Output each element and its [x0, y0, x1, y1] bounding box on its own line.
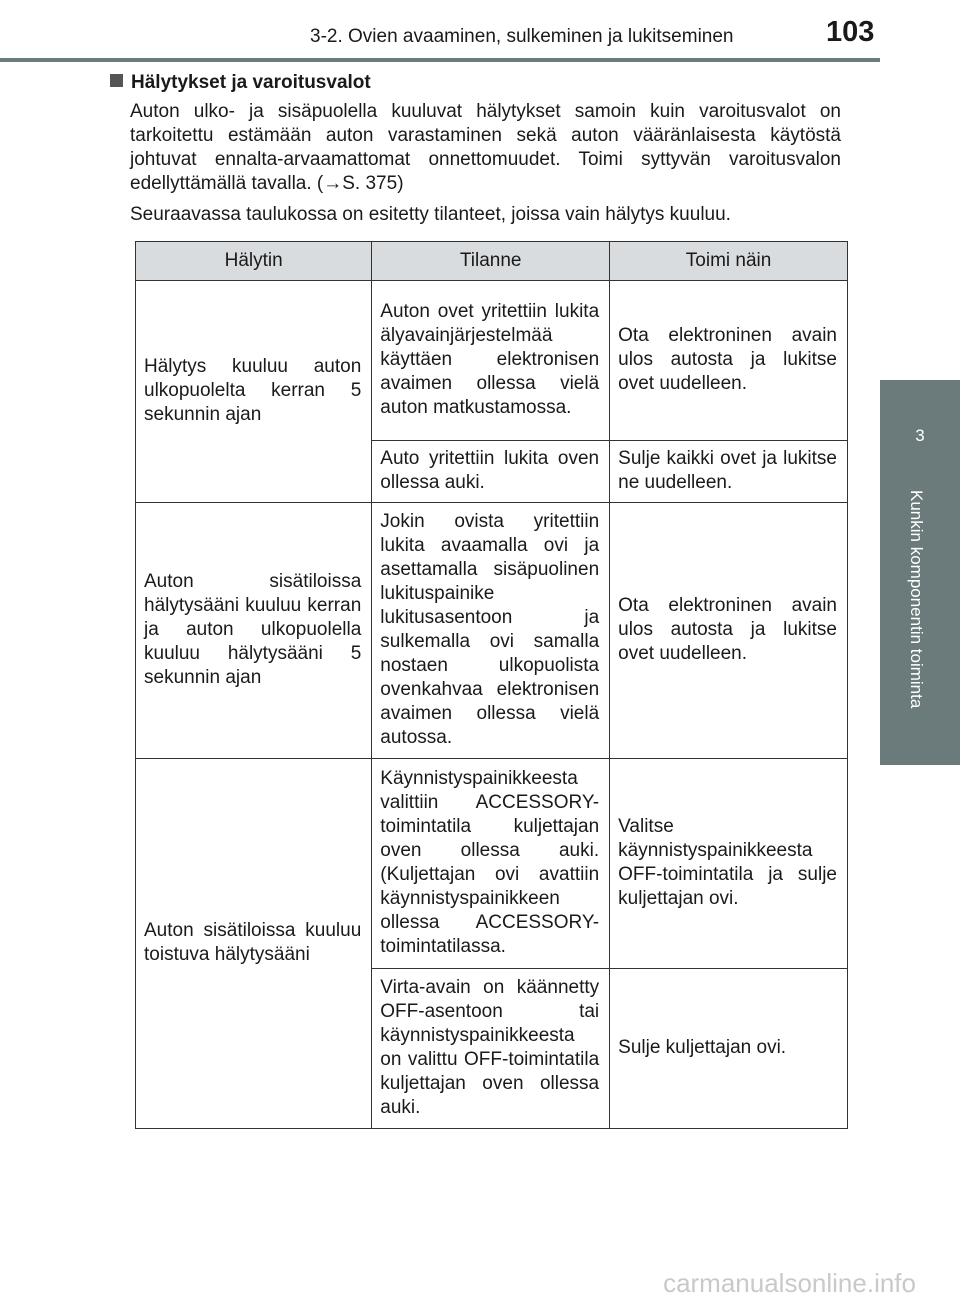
- situation-cell: Auto yritettiin lukita oven ollessa auki.: [372, 441, 610, 503]
- situation-cell: Virta-avain on käännetty OFF-asentoon tai käynnistyspainikkeesta on valittu OFF-toimintatila kuljettajan oven ollessa auki.: [372, 969, 610, 1129]
- table-row: [136, 281, 848, 441]
- alarm-cell: Auton sisätiloissa hälytysääni kuuluu kerran ja auton ulkopuolella kuuluu hälytysääni 5 sekunnin ajan: [136, 503, 372, 759]
- section-title-text: Hälytykset ja varoitusvalot: [131, 72, 371, 93]
- action-cell: Sulje kuljettajan ovi.: [610, 969, 848, 1129]
- alarm-cell: Hälytys kuuluu auton ulkopuolelta kerran 5 sekunnin ajan: [136, 281, 372, 503]
- watermark: carmanualsonline.info: [663, 1268, 916, 1298]
- situation-cell: Auton ovet yritettiin lukita älyavainjärjestelmää käyttäen elektronisen avaimen ollessa vielä auton matkustamossa.: [372, 281, 610, 441]
- header-cell-situation: Tilanne: [372, 242, 610, 281]
- action-cell: Ota elektroninen avain ulos autosta ja lukitse ovet uudelleen.: [610, 281, 848, 441]
- table-header-row: [136, 242, 848, 281]
- section-heading: [110, 72, 371, 94]
- action-cell: Sulje kaikki ovet ja lukitse ne uudelleen.: [610, 441, 848, 503]
- header-cell-alarm: Hälytin: [136, 242, 372, 281]
- chapter-title: Kunkin komponentin toiminta: [907, 490, 926, 709]
- situation-cell: Jokin ovista yritettiin lukita avaamalla ovi ja asettamalla sisäpuolinen lukituspainike lukitusasentoon ja sulkemalla ovi samalla nostaen ulkopuolista ovenkahvaa elektronisen avaimen ollessa vielä autossa.: [372, 503, 610, 759]
- running-header: 3-2. Ovien avaaminen, sulkeminen ja lukitseminen: [310, 26, 734, 47]
- action-cell: Valitse käynnistyspainikkeesta OFF-toimintatila ja sulje kuljettajan ovi.: [610, 759, 848, 969]
- table-intro-paragraph: Seuraavassa taulukossa on esitetty tilanteet, joissa vain hälytys kuuluu.: [130, 204, 731, 225]
- table-row: [136, 759, 848, 969]
- chapter-number: 3: [915, 426, 925, 445]
- alarm-table: [135, 241, 848, 1129]
- header-cell-action: Toimi näin: [610, 242, 848, 281]
- table-row: [136, 503, 848, 759]
- header-divider: [0, 58, 880, 62]
- square-bullet-icon: [110, 74, 123, 87]
- page-number: 103: [826, 16, 875, 48]
- alarm-cell: Auton sisätiloissa kuuluu toistuva hälytysääni: [136, 759, 372, 1129]
- intro-paragraph: Auton ulko- ja sisäpuolella kuuluvat hälytykset samoin kuin varoitusvalot on tarkoitettu estämään auton varastaminen sekä auton vääränlaisesta käytöstä johtuvat ennalta-arvaamattomat onnettomuudet. Toimi syttyvän varoitusvalon edellyttämällä tavalla. (→S. 375): [130, 101, 841, 194]
- action-cell: Ota elektroninen avain ulos autosta ja lukitse ovet uudelleen.: [610, 503, 848, 759]
- situation-cell: Käynnistyspainikkeesta valittiin ACCESSORY-toimintatila kuljettajan oven ollessa auki. (Kuljettajan ovi avattiin käynnistyspainikkeen ollessa ACCESSORY-toimintatilassa.: [372, 759, 610, 969]
